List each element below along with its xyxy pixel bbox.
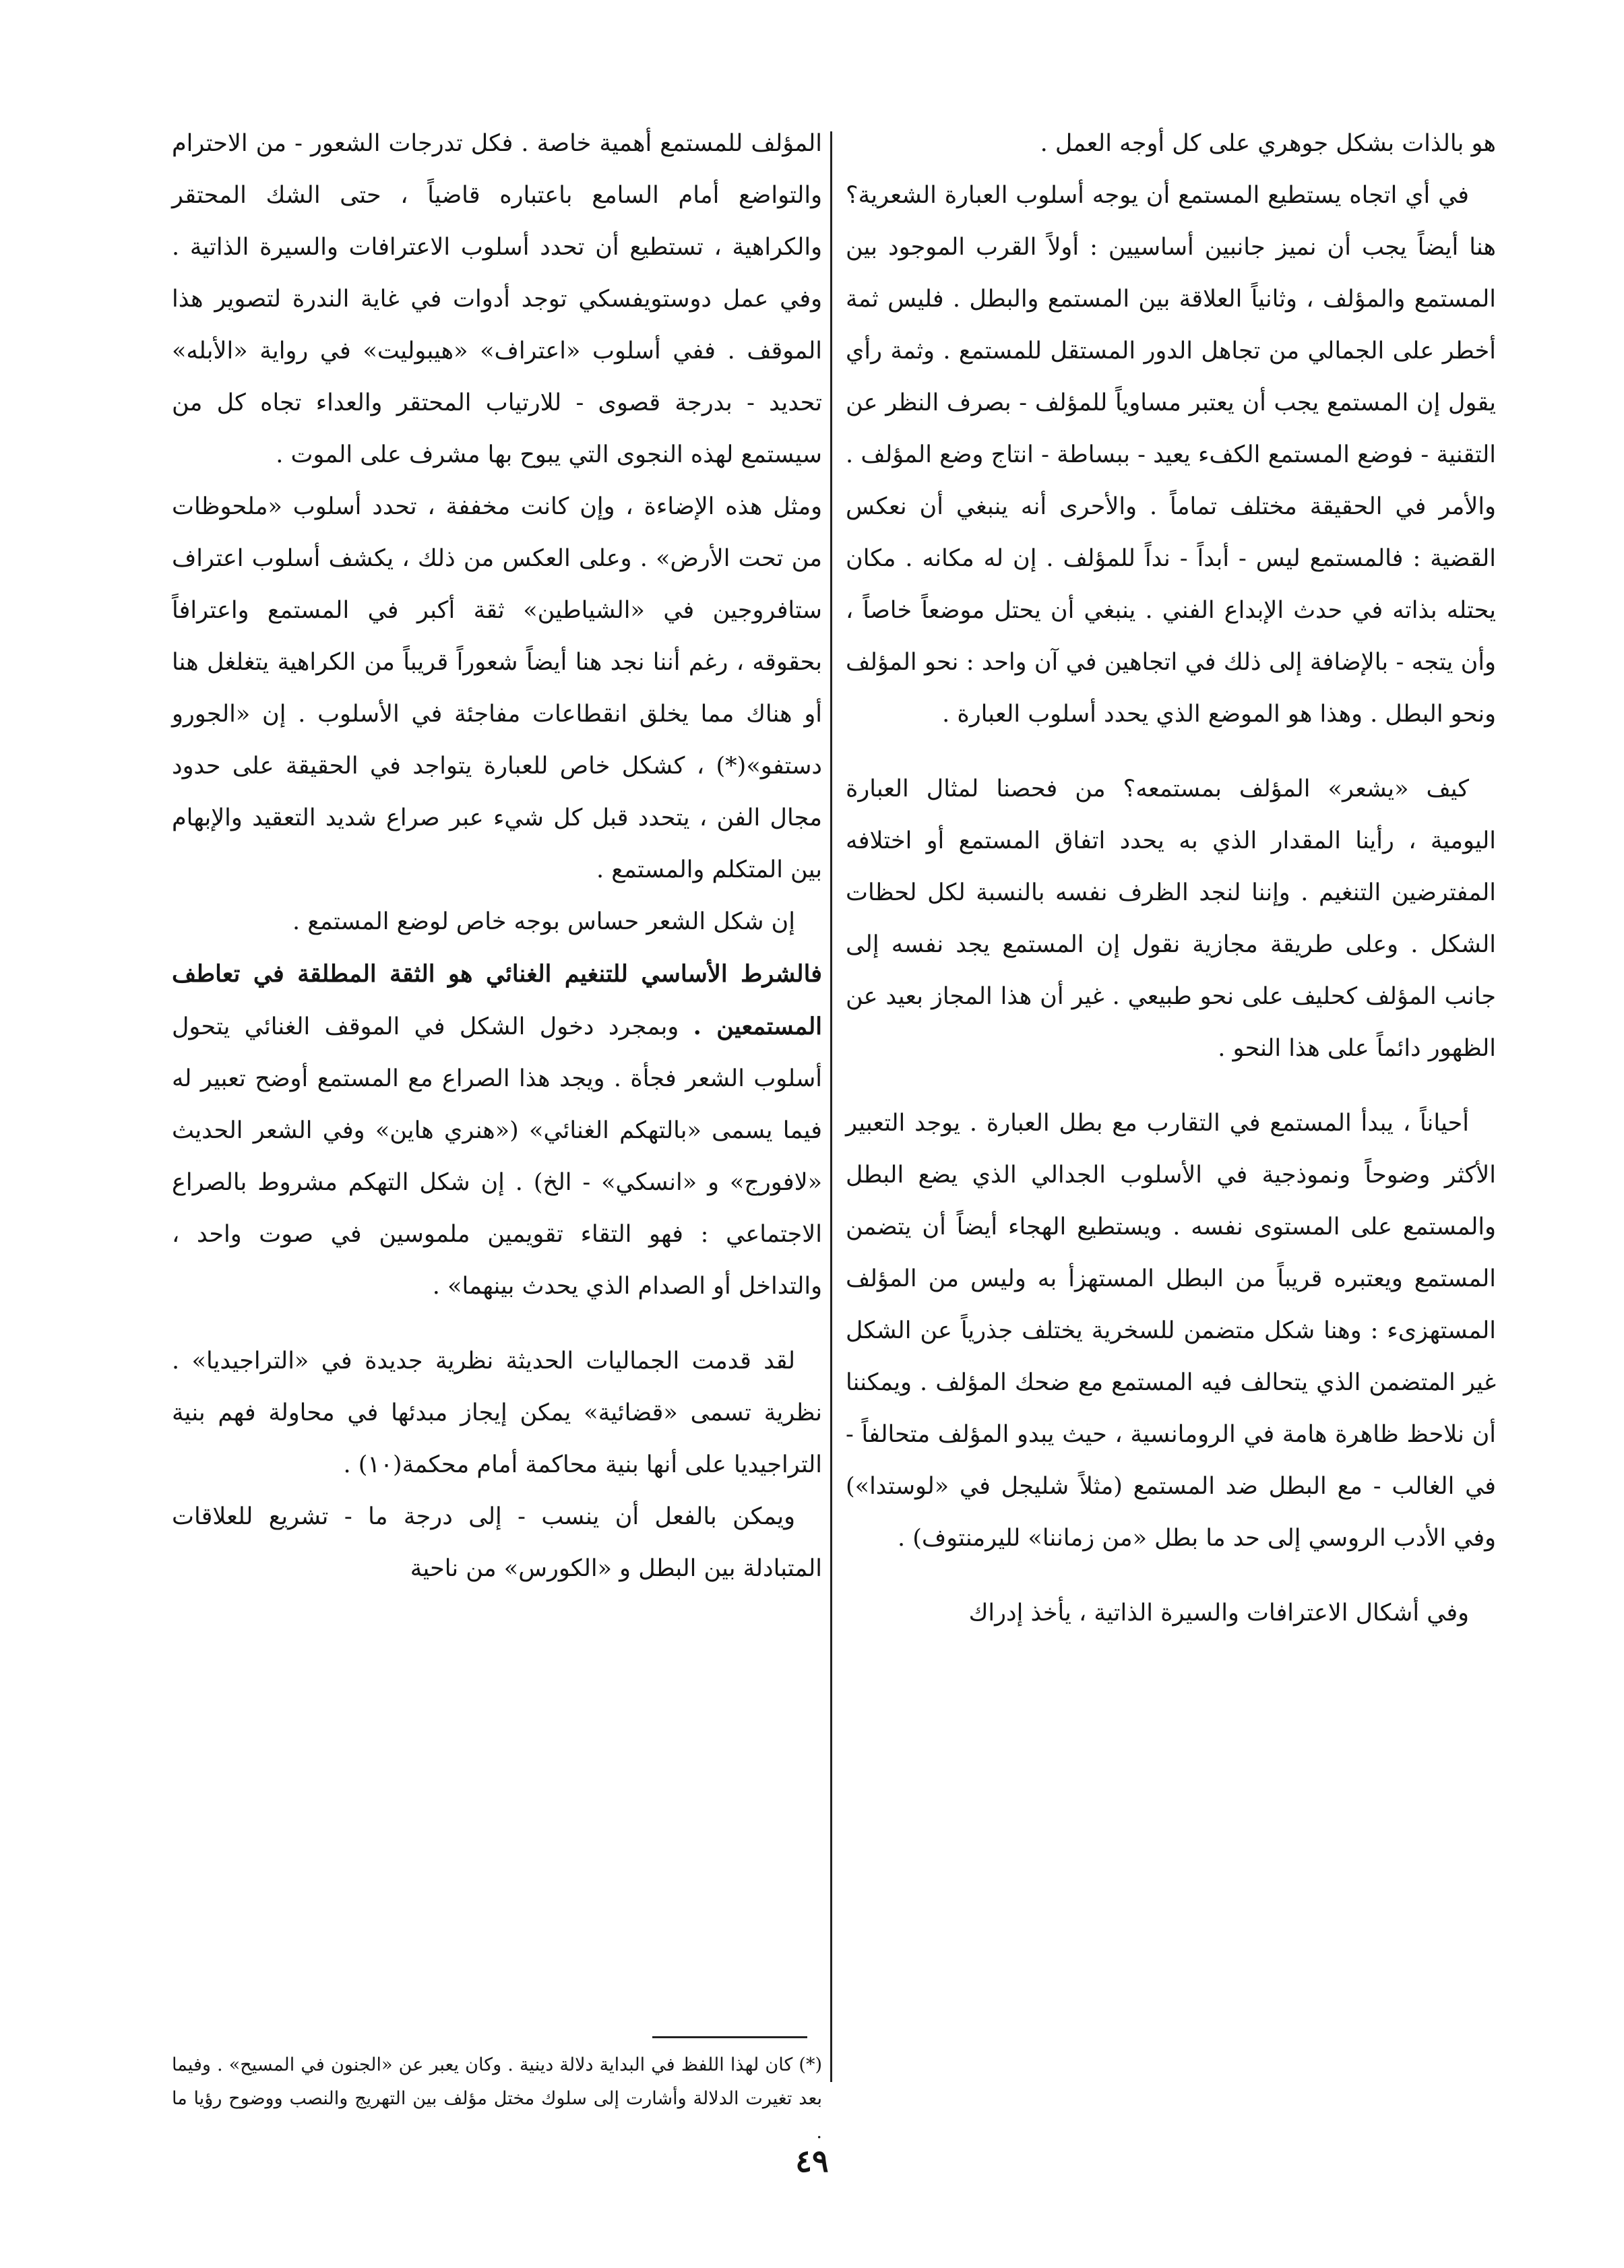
paragraph: المؤلف للمستمع أهمية خاصة . فكل تدرجات الشعور - من الاحترام والتواضع أمام السامع باعتباره قاضياً ، حتى الشك المحتقر والكراهية ، تستطيع أن تحدد أسلوب الاعترافات والسيرة الذاتية . وفي عمل دوستويفسكي توجد أدوات في غاية الندرة لتصوير هذا الموقف . ففي أسلوب «اعتراف» «هيبوليت» في رواية «الأبله» تحديد - بدرجة قصوى - للارتياب المحتقر والعداء تجاه كل من سيستمع لهذه النجوى التي يبوح بها مشرف على الموت . [172, 130, 822, 468]
paragraph: في أي اتجاه يستطيع المستمع أن يوجه أسلوب العبارة الشعرية؟ هنا أيضاً يجب أن نميز جانبين أساسيين : أولاً القرب الموجود بين المستمع والمؤلف ، وثانياً العلاقة بين المستمع والبطل . فليس ثمة أخطر على الجمالي من تجاهل الدور المستقل للمستمع . وثمة رأي يقول إن المستمع يجب أن يعتبر مساوياً للمؤلف - بصرف النظر عن التقنية - فوضع المستمع الكفء يعيد - ببساطة - انتاج وضع المؤلف . والأمر في الحقيقة مختلف تماماً . والأحرى أنه ينبغي أن نعكس القضية : فالمستمع ليس - أبداً - نداً للمؤلف . إن له مكانه . مكان يحتله بذاته في حدث الإبداع الفني . ينبغي أن يحتل موضعاً خاصاً ، وأن يتجه - بالإضافة إلى ذلك في اتجاهين في آن واحد : نحو المؤلف ونحو البطل . وهذا هو الموضع الذي يحدد أسلوب العبارة . [846, 182, 1496, 728]
page-number: ٤٩ [795, 2143, 829, 2179]
footnote-separator [652, 2036, 807, 2038]
paragraph: إن شكل الشعر حساس بوجه خاص لوضع المستمع . [292, 908, 795, 935]
paragraph: ويمكن بالفعل أن ينسب - إلى درجة ما - تشريع للعلاقات المتبادلة بين البطل و «الكورس» من ناحية [172, 1503, 822, 1582]
paragraph: وفي أشكال الاعترافات والسيرة الذاتية ، يأخذ إدراك [968, 1600, 1469, 1627]
paragraph: لقد قدمت الجماليات الحديثة نظرية جديدة في «التراجيديا» . نظرية تسمى «قضائية» يمكن إيجاز مبدئها في محاولة فهم بنية التراجيديا على أنها بنية محاكمة أمام محكمة(١٠) . [172, 1348, 822, 1478]
paragraph: ومثل هذه الإضاءة ، وإن كانت مخففة ، تحدد أسلوب «ملحوظات من تحت الأرض» . وعلى العكس من ذلك ، يكشف أسلوب اعتراف ستافروجين في «الشياطين» ثقة أكبر في المستمع واعترافاً بحقوقه ، رغم أننا نجد هنا أيضاً شعوراً قريباً من الكراهية يتغلغل هنا أو هناك مما يخلق انقطاعات مفاجئة في الأسلوب . إن «الجورو دستفو»(*) ، كشكل خاص للعبارة يتواجد في الحقيقة على حدود مجال الفن ، يتحدد قبل كل شيء عبر صراع شديد التعقيد والإبهام بين المتكلم والمستمع . [172, 493, 822, 883]
paragraph: أحياناً ، يبدأ المستمع في التقارب مع بطل العبارة . يوجد التعبير الأكثر وضوحاً ونموذجية في الأسلوب الجدالي الذي يضع البطل والمستمع على المستوى نفسه . ويستطيع الهجاء أيضاً أن يتضمن المستمع ويعتبره قريباً من البطل المستهزأ به وليس من المؤلف المستهزىء : وهنا شكل متضمن للسخرية يختلف جذرياً عن الشكل غير المتضمن الذي يتحالف فيه المستمع مع ضحك المؤلف . ويمكننا أن نلاحظ ظاهرة هامة في الرومانسية ، حيث يبدو المؤلف متحالفاً - في الغالب - مع البطل ضد المستمع (مثلاً شليجل في «لوستدا») وفي الأدب الروسي إلى حد ما بطل «من زماننا» لليرمنتوف) . [846, 1110, 1497, 1552]
paragraph-text: وبمجرد دخول الشكل في الموقف الغنائي يتحول أسلوب الشعر فجأة . ويجد هذا الصراع مع المستمع أوضح تعبير له فيما يسمى «بالتهكم الغنائي» («هنري هاين» وفي الشعر الحديث «لافورج» و «انسكي» - الخ) . إن شكل التهكم مشروط بالصراع الاجتماعي : فهو التقاء تقويمين ملموسين في صوت واحد ، والتداخل أو الصدام الذي يحدث بينهما» . [172, 1013, 822, 1300]
column-divider [830, 131, 832, 2082]
paragraph [172, 948, 822, 1313]
emphasized-text: فالشرط الأساسي للتنغيم الغنائي هو الثقة المطلقة في تعاطف المستمعين . [172, 960, 823, 1040]
footnote-text: (*) كان لهذا اللفظ في البداية دلالة دينية . وكان يعبر عن «الجنون في المسيح» . وفيما بعد تغيرت الدلالة وأشارت إلى سلوك مختل مؤلف بين التهريج والنصب ووضوح رؤيا ما . [172, 2054, 822, 2143]
left-column [172, 118, 822, 1595]
paragraph: كيف «يشعر» المؤلف بمستمعه؟ من فحصنا لمثال العبارة اليومية ، رأينا المقدار الذي به يحدد اتفاق المستمع أو اختلافه المفترضين التنغيم . وإننا لنجد الظرف نفسه بالنسبة لكل لحظات الشكل . وعلى طريقة مجازية نقول إن المستمع يجد نفسه إلى جانب المؤلف كحليف على نحو طبيعي . غير أن هذا المجاز بعيد عن الظهور دائماً على هذا النحو . [846, 776, 1496, 1062]
paragraph: هو بالذات بشكل جوهري على كل أوجه العمل . [1040, 130, 1496, 157]
footnote [172, 2048, 822, 2149]
right-column [846, 118, 1496, 1639]
